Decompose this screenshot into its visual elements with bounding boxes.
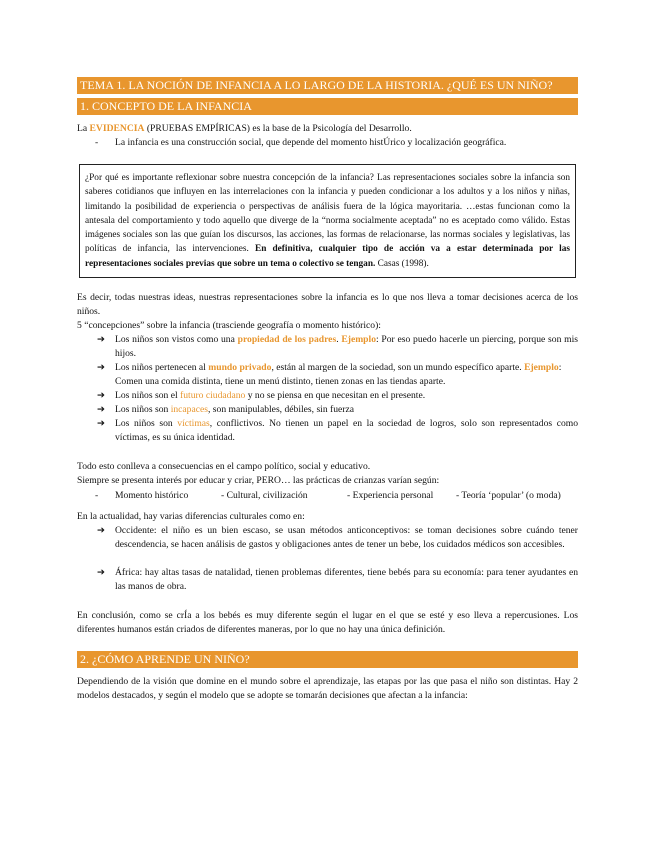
evidence-paragraph: La EVIDENCIA (PRUEBAS EMPÍRICAS) es la base de la Psicología del Desarrollo. [77, 123, 412, 134]
document-page: TEMA 1. LA NOCIÓN DE INFANCIA A LO LARGO DE LA HISTORIA. ¿QUÉ ES UN NIÑO? 1. CONCEPTO DE LA INFANCIA La EVIDENCIA (PRUEBAS EMPÍRICAS) es la base de la Psicología del Desarrollo. - La infancia es una construcción social, que depende del momento histÚrico y localización geográfica. ¿Por qué es importante reflexionar sobre nuestra concepción de la infancia? Las representaciones sociales sobre la infancia son saberes cotidianos que influyen en las interrelaciones con la infancia y pueden condicionar a los adultos y a los niños y niñas, limitando la posibilidad de experiencia o perspectivas de análisis fuera de la lógica mayoritaria. …estas funcionan como la antesala del comportamiento y todo aquello que diverge de la “norma socialmente aceptada” no es aceptado como válido. Estas imágenes sociales son las que guían los discursos, las acciones, las formas de relacionarse, las normas sociales y legislativas, las políticas de infancia, las intervenciones. En definitiva, cualquier tipo de acción va a estar determinada por las representaciones sociales previas que sobre un tema o colectivo se tengan. Casas (1998). Es decir, todas nuestras ideas, nuestras representaciones sobre la infancia es lo que nos lleva a tomar decisiones acerca de los niños. 5 “concepciones” sobre la infancia (trasciende geografía o momento histórico): ➔ Los niños son vistos como una propiedad de los padres. Ejemplo: Por eso puedo hacerle un piercing, porque son mis hijos. ➔ Los niños pertenecen al mundo privado, están al margen de la sociedad, son un mundo específico aparte. Ejemplo: Comen una comida distinta, tiene un menú distinto, tienen zonas en las tiendas aparte. ➔ Los niños son el futuro ciudadano y no se piensa en que necesitan en el presente. ➔ Los niños son incapaces, son manipulables, débiles, sin fuerza ➔ Los niños son víctimas, conflictivos. No tienen un papel en la sociedad de logros, solo son representados como víctimas, es su única identidad. Todo esto conlleva a consecuencias en el campo político, social y educativo. Siempre se presenta interés por educar y criar, PERO… las prácticas de crianzas varían según: - Momento histórico - Cultural, civilización - Experiencia personal - Teoría ‘popular’ (o moda) En la actualidad, hay varias diferencias culturales como en: ➔ Occidente: el niño es un bien escaso, se usan métodos anticonceptivos: se toman decisiones sobre cuándo tener descendencia, se hacen análisis de gastos y obligaciones antes de tener un bebe, los cuidados médicos son accesibles. ➔ África: hay altas tasas de natalidad, tienen problemas diferentes, tiene bebés para su economía: para tener ayudantes en las manos de obra. En conclusión, como se crÍa a los bebés es muy diferente según el lugar en el que se esté y eso lleva a repercusiones. Los diferentes humanos están criados de diferentes maneras, por lo que no hay una única definición. 2. ¿CÓMO APRENDE UN NIÑO? Dependiendo de la visión que domine en el mundo sobre el aprendizaje, las etapas por las que pasa el niño son distintas. Hay 2 modelos destacados, y según el modelo que se adopte se tomarán decisiones que afectan a la infancia: [77, 78, 579, 701]
cultural-item-africa: ➔ África: hay altas tasas de natalidad, tienen problemas diferentes, tiene bebés para su economía: para tener ayudantes en las manos de obra. [97, 567, 578, 592]
conception-item: ➔ Los niños pertenecen al mundo privado, están al margen de la sociedad, son un mundo específico aparte. Ejemplo: Comen una comida distinta, tiene un menú distinto, tienen zonas en las tiendas aparte. [97, 362, 562, 387]
conception-item: ➔ Los niños son vistos como una propiedad de los padres. Ejemplo: Por eso puedo hacerle un piercing, porque son mis hijos. [97, 334, 578, 359]
parenting-paragraph: Siempre se presenta interés por educar y criar, PERO… las prácticas de crianzas varían según: [77, 475, 440, 486]
conception-item: ➔ Los niños son víctimas, conflictivos. No tienen un papel en la sociedad de logros, solo son representados como víctimas, es su única identidad. [97, 418, 579, 443]
arrow-bullet-icon: ➔ [97, 418, 106, 429]
section-1-header: 1. CONCEPTO DE LA INFANCIA [77, 98, 578, 115]
conception-item: ➔ Los niños son incapaces, son manipulables, débiles, sin fuerza [97, 404, 355, 415]
consequences-paragraph: Todo esto conlleva a consecuencias en el campo político, social y educativo. [77, 461, 371, 472]
chapter-title-bar: TEMA 1. LA NOCIÓN DE INFANCIA A LO LARGO DE LA HISTORIA. ¿QUÉ ES UN NIÑO? [77, 77, 578, 94]
arrow-bullet-icon: ➔ [97, 390, 106, 401]
social-construction-item: - La infancia es una construcción social, que depende del momento histÚrico y localización geográfica. [95, 137, 507, 148]
arrow-bullet-icon: ➔ [97, 334, 106, 345]
arrow-bullet-icon: ➔ [97, 525, 106, 536]
arrow-bullet-icon: ➔ [97, 567, 106, 578]
reflection-quote-box: ¿Por qué es importante reflexionar sobre nuestra concepción de la infancia? Las representaciones sociales sobre la infancia son saberes cotidianos que influyen en las interrelaciones con la infancia y pueden condicionar a los adultos y a los niños y niñas, limitando la posibilidad de experiencia o perspectivas de análisis fuera de la lógica mayoritaria. …estas funcionan como la antesala del comportamiento y todo aquello que diverge de la “norma socialmente aceptada” no es aceptado como válido. Estas imágenes sociales son las que guían los discursos, las acciones, las formas de relacionarse, las normas sociales y legislativas, las políticas de infancia, las intervenciones. En definitiva, cualquier tipo de acción va a estar determinada por las representaciones sociales previas que sobre un tema o colectivo se tengan. Casas (1998). [79, 164, 576, 278]
arrow-bullet-icon: ➔ [97, 404, 106, 415]
conceptions-intro: 5 “concepciones” sobre la infancia (trasciende geografía o momento histórico): [77, 320, 381, 331]
decisions-paragraph: Es decir, todas nuestras ideas, nuestras representaciones sobre la infancia es lo que nos lleva a tomar decisiones acerca de los niños. [77, 292, 578, 317]
arrow-bullet-icon: ➔ [97, 362, 106, 373]
section-2-header: 2. ¿CÓMO APRENDE UN NIÑO? [77, 651, 578, 668]
conclusion-paragraph: En conclusión, como se crÍa a los bebés es muy diferente según el lugar en el que se esté y eso lleva a repercusiones. Los diferentes humanos están criados de diferentes maneras, por lo que no hay una única definición. [77, 610, 578, 635]
cultural-intro: En la actualidad, hay varias diferencias culturales como en: [77, 511, 305, 522]
conception-item: ➔ Los niños son el futuro ciudadano y no se piensa en que necesitan en el presente. [97, 390, 426, 401]
cultural-item-occidente: ➔ Occidente: el niño es un bien escaso, se usan métodos anticonceptivos: se toman decisiones sobre cuándo tener descendencia, se hacen análisis de gastos y obligaciones antes de tener un bebe, los cuidados médicos son accesibles. [97, 525, 578, 550]
learning-paragraph: Dependiendo de la visión que domine en el mundo sobre el aprendizaje, las etapas por las que pasa el niño son distintas. Hay 2 modelos destacados, y según el modelo que se adopte se tomarán decisiones que afectan a la infancia: [77, 676, 578, 701]
